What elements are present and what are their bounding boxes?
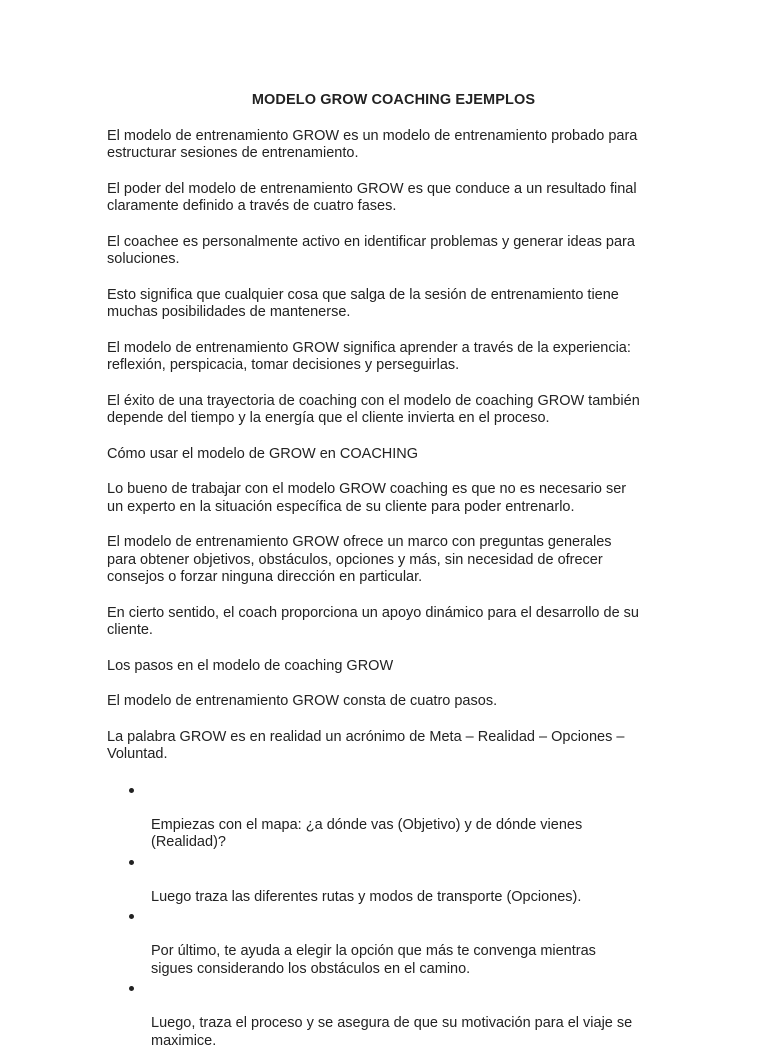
list-item-text: Empiezas con el mapa: ¿a dónde vas (Objetivo) y de dónde vienes (Realidad)? [151, 817, 582, 851]
section-heading: Cómo usar el modelo de GROW en COACHING [107, 446, 672, 464]
list-item-text: Por último, te ayuda a elegir la opción que más te convenga mientras sigues considerando los obstáculos en el camino. [151, 943, 596, 977]
bullet-icon [129, 860, 134, 865]
paragraph: El modelo de entrenamiento GROW es un modelo de entrenamiento probado para estructurar sesiones de entrenamiento. [107, 128, 672, 163]
list-item [151, 908, 672, 978]
list-item [151, 782, 672, 852]
paragraph: El modelo de entrenamiento GROW consta de cuatro pasos. [107, 693, 672, 711]
bullet-icon [129, 914, 134, 919]
paragraph: En cierto sentido, el coach proporciona un apoyo dinámico para el desarrollo de su cliente. [107, 605, 672, 640]
section-heading: Los pasos en el modelo de coaching GROW [107, 658, 672, 676]
list-item [151, 854, 672, 907]
paragraph: El éxito de una trayectoria de coaching con el modelo de coaching GROW también depende del tiempo y la energía que el cliente invierta en el proceso. [107, 393, 672, 428]
document-title: MODELO GROW COACHING EJEMPLOS [107, 92, 672, 110]
paragraph: El poder del modelo de entrenamiento GROW es que conduce a un resultado final claramente definido a través de cuatro fases. [107, 181, 672, 216]
paragraph: El modelo de entrenamiento GROW ofrece un marco con preguntas generales para obtener objetivos, obstáculos, opciones y más, sin necesidad de ofrecer consejos o forzar ninguna dirección en particular. [107, 534, 672, 587]
paragraph: Lo bueno de trabajar con el modelo GROW coaching es que no es necesario ser un experto en la situación específica de su cliente para poder entrenarlo. [107, 481, 672, 516]
bullet-icon [129, 788, 134, 793]
bullet-icon [129, 986, 134, 991]
list-item-text: Luego, traza el proceso y se asegura de que su motivación para el viaje se maximice. [151, 1015, 632, 1049]
paragraph: El modelo de entrenamiento GROW significa aprender a través de la experiencia: reflexión, perspicacia, tomar decisiones y perseguirlas. [107, 340, 672, 375]
paragraph: Esto significa que cualquier cosa que salga de la sesión de entrenamiento tiene muchas posibilidades de mantenerse. [107, 287, 672, 322]
paragraph: El coachee es personalmente activo en identificar problemas y generar ideas para soluciones. [107, 234, 672, 269]
list-item [151, 980, 672, 1050]
bullet-list [107, 782, 672, 1050]
list-item-text: Luego traza las diferentes rutas y modos de transporte (Opciones). [151, 889, 581, 905]
paragraph: La palabra GROW es en realidad un acrónimo de Meta – Realidad – Opciones – Voluntad. [107, 729, 672, 764]
